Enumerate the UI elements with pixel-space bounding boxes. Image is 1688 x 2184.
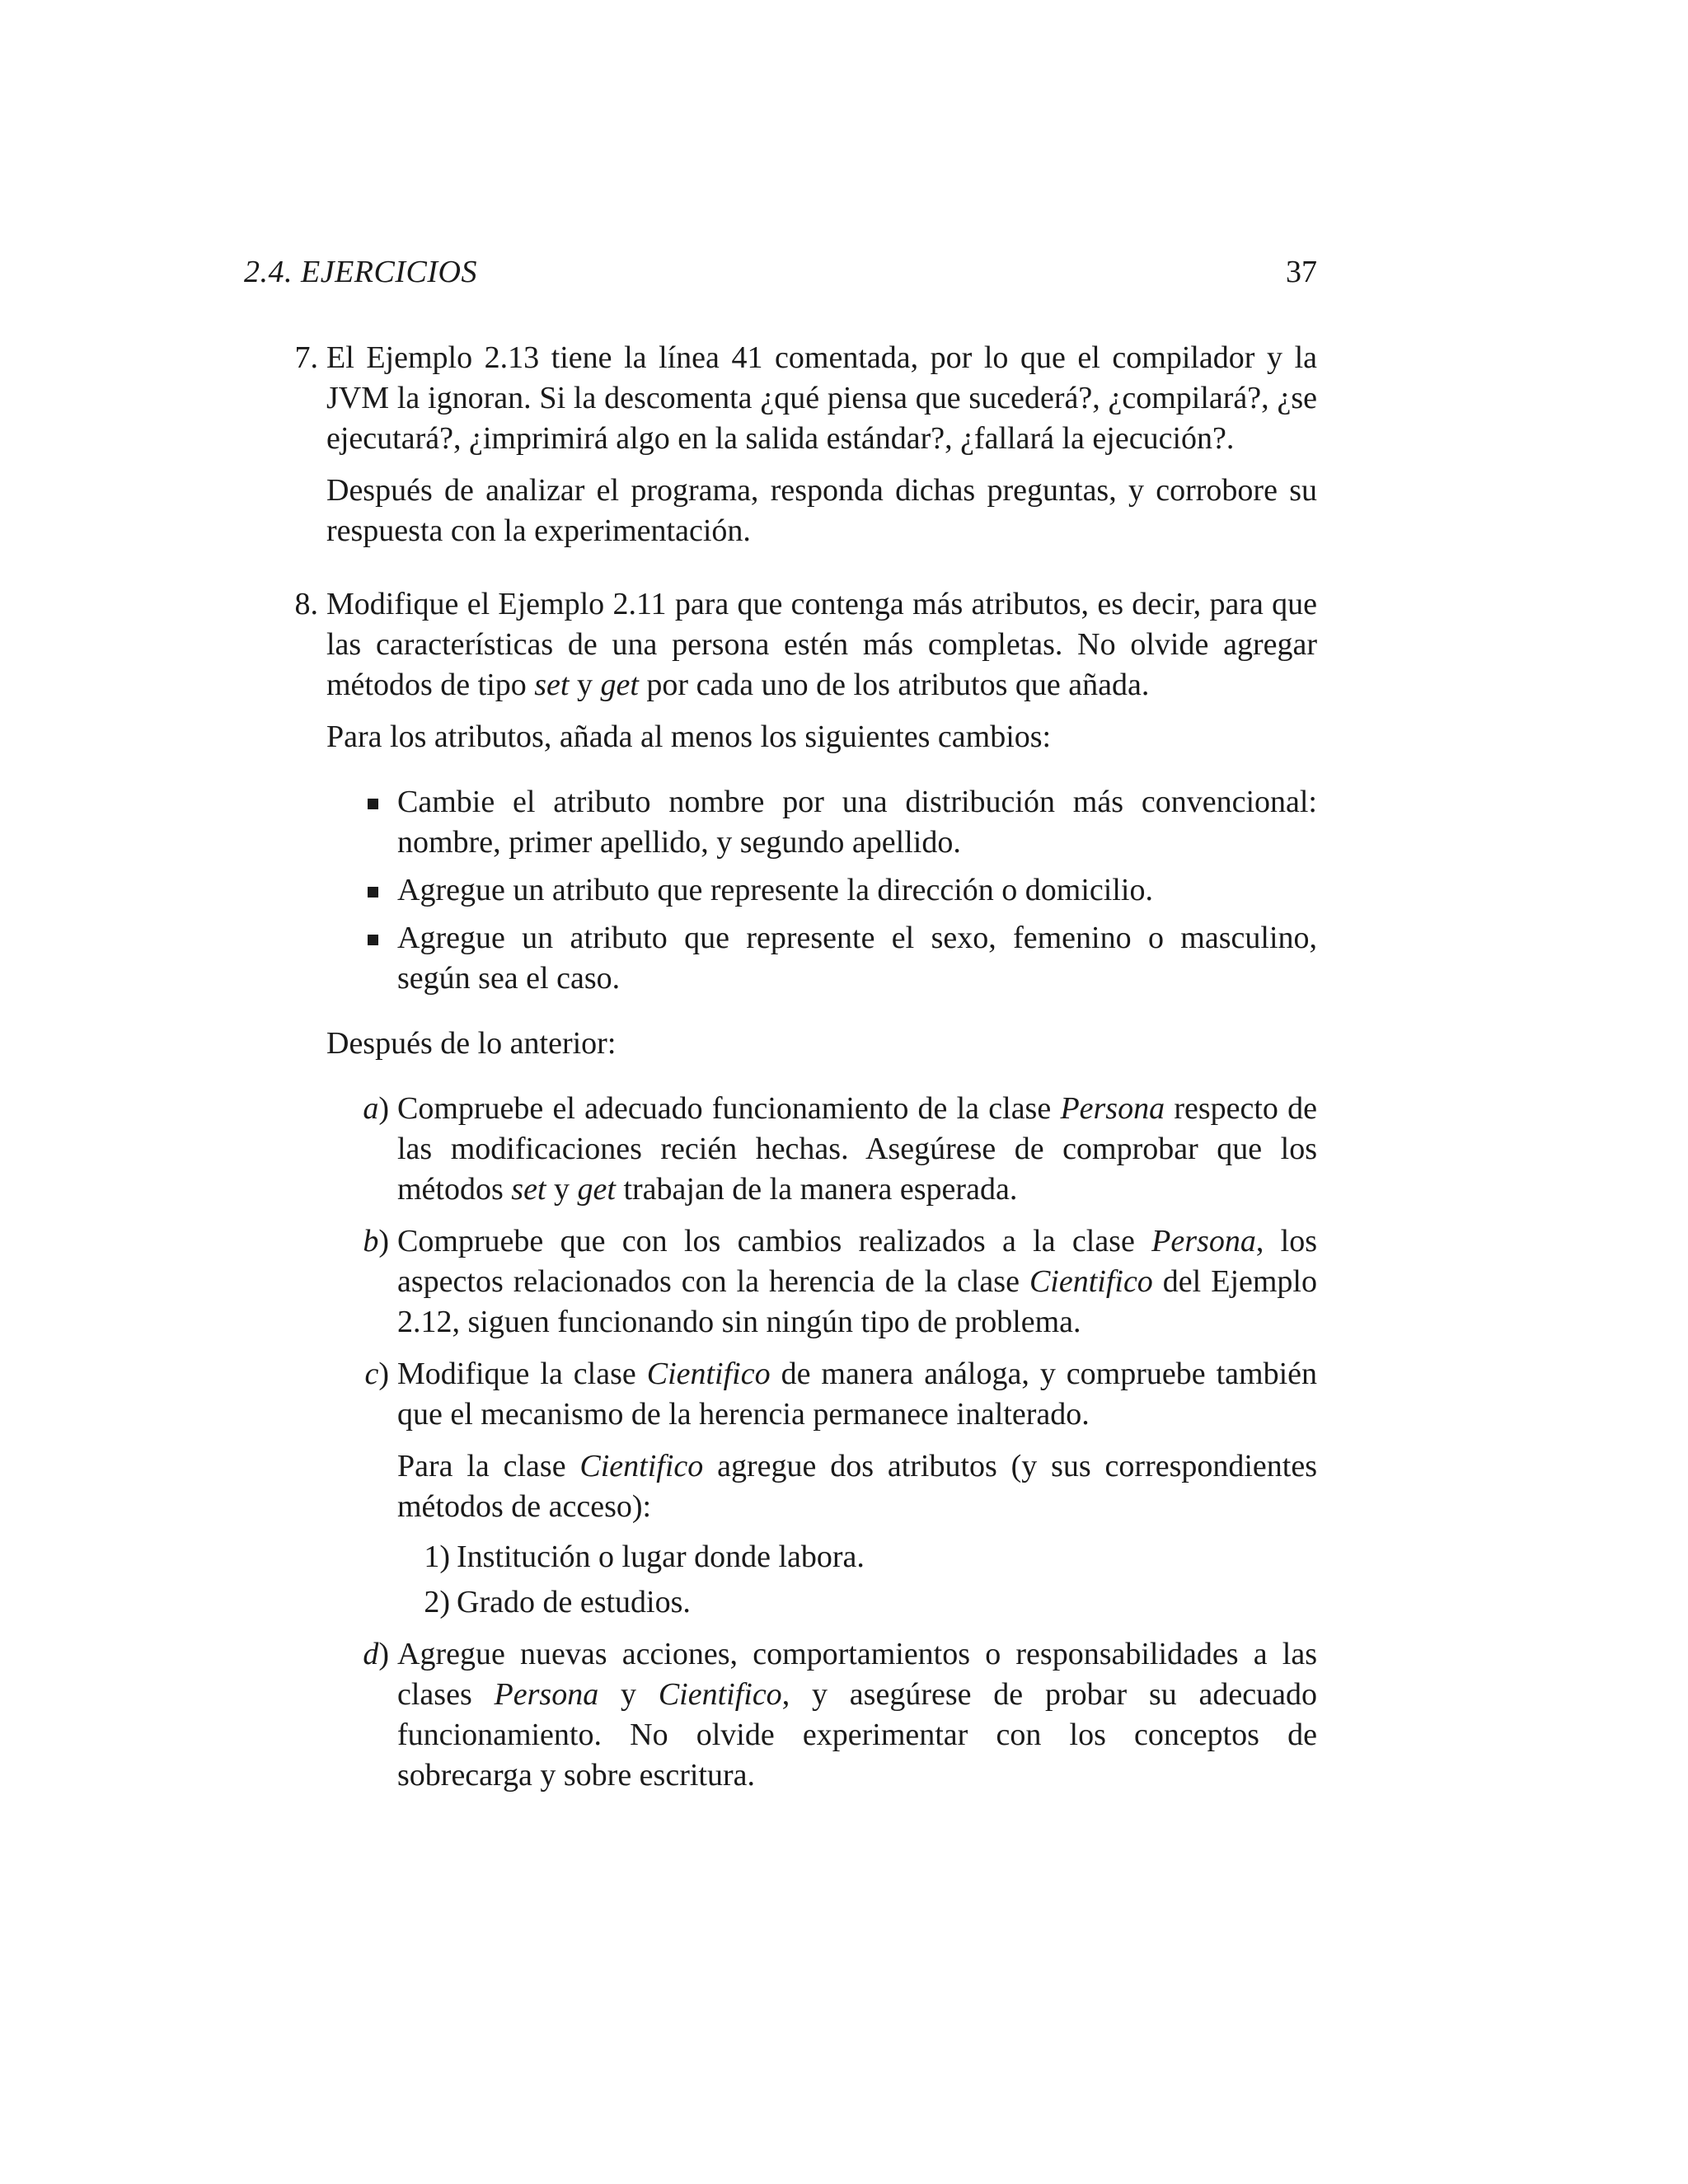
text-run: Modifique la clase xyxy=(397,1357,647,1391)
exercise-7-paragraph-1: El Ejemplo 2.13 tiene la línea 41 comentada, por lo que el compilador y la JVM la ignoran. Si la descomenta ¿qué piensa que sucederá?, ¿compilará?, ¿se ejecutará?, ¿imprimirá algo en la salida estándar?, ¿fallará la ejecución?. xyxy=(326,340,1317,456)
text-run: Modifique el Ejemplo 2.11 para que contenga más atributos, es decir, para que las características de una persona estén más completas. No olvide agregar métodos de tipo xyxy=(326,587,1317,702)
list-item-text: Institución o lugar donde labora. xyxy=(457,1540,865,1574)
label-letter: a xyxy=(363,1091,379,1126)
item-label xyxy=(343,1354,389,1394)
exercise-7-paragraph-2: Después de analizar el programa, responda dichas preguntas, y corrobore su respuesta con la experimentación. xyxy=(326,473,1317,548)
text-run: trabajan de la manera esperada. xyxy=(615,1172,1018,1207)
item-label: 1) xyxy=(424,1540,450,1574)
set-term: set xyxy=(511,1172,546,1207)
list-item-text: Agregue un atributo que represente el sexo, femenino o masculino, según sea el caso. xyxy=(397,921,1317,996)
square-bullet-icon xyxy=(368,887,378,898)
page-number: 37 xyxy=(1286,255,1317,289)
text-run: Para la clase xyxy=(397,1449,580,1483)
label-letter: b xyxy=(363,1224,379,1258)
list-item xyxy=(424,1537,1317,1577)
label-paren: ) xyxy=(378,1637,389,1671)
label-paren: ) xyxy=(378,1357,389,1391)
list-item-text xyxy=(397,1634,1317,1796)
list-item xyxy=(424,1582,1317,1623)
text-run: de manera análoga, y compruebe también que el mecanismo de la herencia permanece inalterado. xyxy=(397,1357,1317,1432)
exercise-7 xyxy=(244,338,1317,551)
list-item xyxy=(397,870,1317,911)
running-header xyxy=(244,254,1317,300)
text-run: , los aspectos relacionados con la herencia de la clase xyxy=(397,1224,1317,1299)
list-item-d xyxy=(363,1634,1317,1796)
exercise-8-paragraph-3: Después de lo anterior: xyxy=(326,1026,617,1061)
list-item-c xyxy=(364,1354,1318,1623)
item-label xyxy=(343,1089,389,1129)
section-title: 2.4. EJERCICIOS xyxy=(244,255,477,289)
exercise-8-paragraph-1 xyxy=(326,584,1317,705)
text-run: por cada uno de los atributos que añada. xyxy=(638,668,1150,702)
item-label xyxy=(343,1221,389,1262)
bullet-list xyxy=(326,782,1317,999)
exercise-number: 7. xyxy=(294,340,318,375)
label-paren: ) xyxy=(378,1224,389,1258)
label-paren: ) xyxy=(378,1091,389,1126)
item-label xyxy=(343,1634,389,1675)
square-bullet-icon xyxy=(368,799,378,809)
list-item-text xyxy=(397,1221,1317,1343)
text-run: agregue dos atributos (y sus correspondientes métodos de acceso): xyxy=(397,1449,1318,1524)
list-item-text: Agregue un atributo que represente la dirección o domicilio. xyxy=(397,873,1153,907)
set-term: set xyxy=(534,668,570,702)
list-item-b xyxy=(363,1221,1317,1343)
exercise-8 xyxy=(244,584,1317,1796)
list-item-text: Cambie el atributo nombre por una distribución más convencional: nombre, primer apellido, y segundo apellido. xyxy=(397,785,1317,860)
label-letter: d xyxy=(363,1637,379,1671)
class-name: Cientifico xyxy=(579,1449,704,1483)
text-run: respecto de las modificaciones recién hechas. Asegúrese de comprobar que los métodos xyxy=(397,1091,1317,1207)
text-run: Agregue nuevas acciones, comportamientos o responsabilidades a las clases xyxy=(397,1637,1317,1712)
text-run: del Ejemplo 2.12, siguen funcionando sin ningún tipo de problema. xyxy=(397,1264,1317,1339)
lettered-list xyxy=(326,1089,1317,1796)
text-run: Compruebe que con los cambios realizados a la clase xyxy=(397,1224,1152,1258)
get-term: get xyxy=(577,1172,616,1207)
get-term: get xyxy=(600,668,639,702)
class-name: Cientifico xyxy=(1029,1264,1153,1299)
list-item-a xyxy=(363,1089,1317,1210)
list-item-text xyxy=(397,1089,1317,1210)
text-run: y xyxy=(569,668,601,702)
square-bullet-icon xyxy=(368,935,378,945)
class-name: Persona xyxy=(1060,1091,1165,1126)
text-run: y xyxy=(598,1677,659,1712)
list-item-text xyxy=(397,1446,1317,1527)
class-name: Persona xyxy=(1151,1224,1256,1258)
list-item xyxy=(397,918,1317,999)
item-label: 2) xyxy=(424,1585,450,1619)
class-name: Cientifico xyxy=(658,1677,782,1712)
exercise-8-paragraph-2: Para los atributos, añada al menos los siguientes cambios: xyxy=(326,719,1052,754)
label-letter: c xyxy=(364,1357,379,1391)
class-name: Cientifico xyxy=(646,1357,771,1391)
list-item xyxy=(397,782,1317,863)
exercise-number: 8. xyxy=(294,587,318,621)
class-name: Persona xyxy=(494,1677,599,1712)
list-item-text xyxy=(397,1354,1317,1435)
text-run: y xyxy=(546,1172,578,1207)
page-body xyxy=(244,338,1317,1796)
text-run: Compruebe el adecuado funcionamiento de la clase xyxy=(397,1091,1061,1126)
numbered-list xyxy=(397,1537,1317,1623)
list-item-text: Grado de estudios. xyxy=(457,1585,691,1619)
text-run: , y asegúrese de probar su adecuado funcionamiento. No olvide experimentar con los conceptos de sobrecarga y sobre escritura. xyxy=(397,1677,1317,1793)
